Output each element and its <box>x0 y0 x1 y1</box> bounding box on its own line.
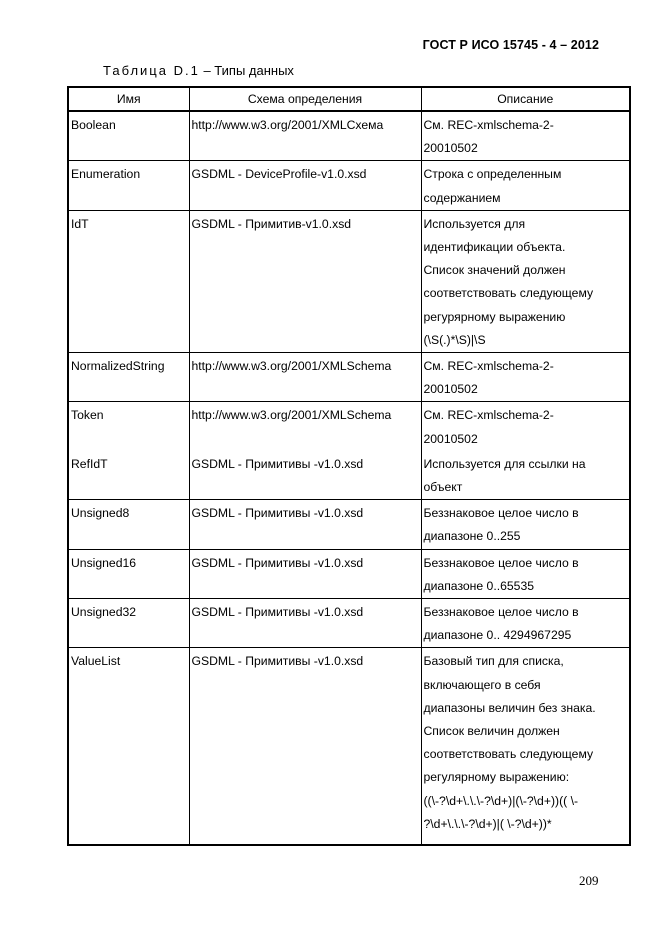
description-line: (\S(.)*\S)|\S <box>423 332 486 347</box>
description-line: ((\-?\d+\.\.\-?\d+)|(\-?\d+))(( \- <box>423 793 579 808</box>
cell-schema: http://www.w3.org/2001/XMLСхема <box>189 111 421 161</box>
table-row <box>68 451 630 500</box>
description-line: Беззнаковое целое число в <box>423 506 579 521</box>
table-row <box>68 161 630 210</box>
description-line: См. REC-xmlschema-2- <box>423 118 554 132</box>
description-line: См. REC-xmlschema-2- <box>423 408 554 423</box>
description-line: регулярному выражению: <box>423 770 570 785</box>
description-line: диапазоне 0..65535 <box>423 578 535 593</box>
cell-schema: http://www.w3.org/2001/XMLSchema <box>189 353 421 402</box>
cell-name: NormalizedString <box>68 353 189 402</box>
cell-name: Boolean <box>68 111 189 161</box>
table-row <box>68 599 630 648</box>
column-header-description: Описание <box>421 87 630 111</box>
cell-description <box>421 353 630 402</box>
cell-schema: GSDML - Примитивы -v1.0.xsd <box>189 648 421 845</box>
cell-description <box>421 210 630 352</box>
table-caption-title: – Типы данных <box>199 63 294 78</box>
data-types-table <box>67 86 631 846</box>
cell-description <box>421 111 630 161</box>
cell-schema: GSDML - DeviceProfile-v1.0.xsd <box>189 161 421 210</box>
description-line: объект <box>423 480 463 495</box>
cell-schema: GSDML - Примитивы -v1.0.xsd <box>189 451 421 500</box>
cell-description <box>421 402 630 451</box>
table-header-row <box>68 87 630 111</box>
cell-name: Unsigned8 <box>68 500 189 549</box>
cell-name: Unsigned16 <box>68 549 189 598</box>
description-line: См. REC-xmlschema-2- <box>423 359 554 374</box>
description-line: включающего в себя <box>423 677 541 692</box>
description-line: Базовый тип для списка, <box>423 654 564 669</box>
description-line: Используется для <box>423 216 526 231</box>
table-row <box>68 111 630 161</box>
cell-description <box>421 500 630 549</box>
description-line: ?\d+\.\.\-?\d+)|( \-?\d+))* <box>423 816 552 831</box>
cell-schema: GSDML - Примитив-v1.0.xsd <box>189 210 421 352</box>
description-line: 20010502 <box>423 382 478 397</box>
cell-name: RefIdT <box>68 451 189 500</box>
cell-schema: GSDML - Примитивы -v1.0.xsd <box>189 500 421 549</box>
description-line: Список значений должен <box>423 263 566 278</box>
table-row <box>68 210 630 352</box>
cell-name: Unsigned32 <box>68 599 189 648</box>
cell-description <box>421 451 630 500</box>
cell-name: IdT <box>68 210 189 352</box>
table-caption <box>103 63 294 78</box>
table-row <box>68 402 630 451</box>
table-caption-label: Таблица D.1 <box>103 63 200 78</box>
column-header-schema: Схема определения <box>189 87 421 111</box>
description-line: Беззнаковое целое число в <box>423 605 579 620</box>
cell-schema: GSDML - Примитивы -v1.0.xsd <box>189 549 421 598</box>
table-row <box>68 353 630 402</box>
document-header: ГОСТ Р ИСО 15745 - 4 – 2012 <box>422 38 599 52</box>
table-body <box>68 111 630 845</box>
description-line: диапазоне 0..255 <box>423 529 521 544</box>
description-line: регурярному выражению <box>423 309 566 324</box>
description-line: соответствовать следующему <box>423 286 594 301</box>
description-line: Строка с определенным <box>423 167 562 182</box>
description-line: Используется для ссылки на <box>423 456 586 471</box>
cell-schema: GSDML - Примитивы -v1.0.xsd <box>189 599 421 648</box>
table-row <box>68 549 630 598</box>
page-number: 209 <box>579 873 599 888</box>
cell-description <box>421 648 630 845</box>
description-line: 20010502 <box>423 431 478 446</box>
cell-name: Enumeration <box>68 161 189 210</box>
description-line: Беззнаковое целое число в <box>423 555 579 570</box>
description-line: 20010502 <box>423 141 478 156</box>
cell-name: Token <box>68 402 189 451</box>
column-header-name: Имя <box>68 87 189 111</box>
description-line: соответствовать следующему <box>423 747 594 762</box>
cell-schema: http://www.w3.org/2001/XMLSchema <box>189 402 421 451</box>
cell-name: ValueList <box>68 648 189 845</box>
description-line: Список величин должен <box>423 724 560 739</box>
cell-description <box>421 161 630 210</box>
table-row <box>68 648 630 845</box>
table-row <box>68 500 630 549</box>
cell-description <box>421 549 630 598</box>
description-line: диапазоны величин без знака. <box>423 700 596 715</box>
description-line: содержанием <box>423 190 501 205</box>
cell-description <box>421 599 630 648</box>
description-line: диапазоне 0.. 4294967295 <box>423 628 572 643</box>
description-line: идентификации объекта. <box>423 240 566 255</box>
